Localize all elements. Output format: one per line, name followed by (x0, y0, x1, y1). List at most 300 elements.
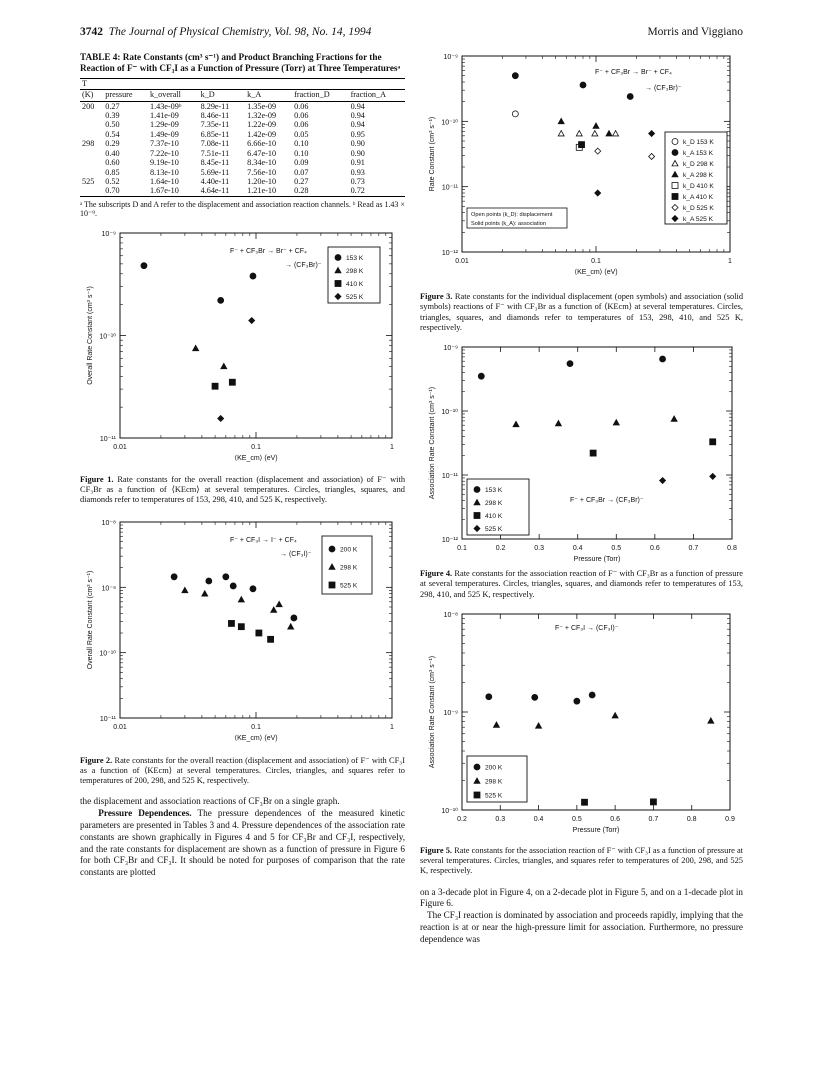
data-point (558, 131, 564, 136)
series-153-K (478, 356, 665, 379)
table-cell: 0.06 (294, 110, 309, 120)
table-cell: 7.22e-10 (149, 148, 179, 158)
data-point (649, 131, 655, 137)
data-point (595, 148, 601, 154)
x-tick-label: 0.3 (495, 815, 506, 823)
running-header-left (80, 26, 371, 38)
table-row (80, 139, 405, 148)
data-point (579, 142, 585, 148)
series-k_A-410-K (579, 142, 585, 148)
caption-label: Figure 5. (420, 845, 452, 855)
data-point (532, 694, 538, 700)
reaction-label: → (CF₃I)⁻ (280, 550, 312, 558)
table-cell (80, 120, 103, 129)
data-point (202, 590, 208, 595)
series-k_D-525-K (595, 148, 655, 159)
table-cell: 0.70 (105, 186, 120, 196)
table-cell: 1.41e-09 (149, 110, 179, 120)
y-tick-label: 10⁻¹¹ (99, 435, 116, 443)
data-point (238, 623, 244, 629)
col-header: k_A (245, 90, 292, 101)
legend-marker (329, 582, 335, 588)
data-point (576, 131, 582, 136)
legend-marker (672, 139, 678, 145)
data-point (593, 123, 599, 128)
table-cell: 6.47e-10 (247, 148, 277, 158)
data-point (268, 636, 274, 642)
figure-5-caption (420, 846, 743, 877)
table-cell: 8.46e-11 (200, 110, 230, 120)
reaction-label: F⁻ + CF₃I → (CF₃I)⁻ (555, 624, 619, 632)
y-tick-label: 10⁻¹¹ (441, 473, 458, 480)
series-525-K (660, 473, 716, 483)
data-point (276, 601, 282, 606)
figure-1-plot (80, 227, 405, 475)
col-header: k_overall (148, 90, 199, 101)
data-point (288, 623, 294, 628)
journal-name: The Journal of Physical Chemistry, Vol. 98, No. 14, 1994 (108, 26, 372, 38)
x-tick-label: 0.9 (725, 815, 735, 823)
series-k_A-153-K (512, 73, 633, 100)
legend-marker (474, 764, 480, 770)
data-point (582, 799, 588, 805)
table-cell: 1.22e-09 (247, 120, 277, 130)
table-cell: 525 (82, 176, 95, 186)
y-tick-label: 10⁻¹² (441, 250, 458, 257)
data-point (221, 363, 227, 368)
table-cell: 0.27 (294, 176, 309, 186)
data-point (478, 373, 484, 379)
paragraph-text: on a 3-decade plot in Figure 4, on a 2-decade plot in Figure 5, and on a 1-decade plot in Figure 6. (420, 886, 743, 909)
table-cell (80, 111, 103, 120)
x-tick-label: 0.8 (727, 545, 737, 552)
table-row (80, 111, 405, 120)
table-cell: 0.10 (294, 148, 309, 158)
section-heading: Pressure Dependences. (98, 808, 192, 819)
figure-4 (420, 341, 743, 569)
data-point (660, 356, 666, 362)
table-cell: 200 (82, 101, 95, 111)
table-cell: 0.94 (350, 110, 365, 120)
table-cell: 1.21e-10 (247, 186, 277, 196)
table-cell: 0.09 (294, 158, 309, 168)
data-point (590, 450, 596, 456)
data-point (193, 345, 199, 350)
series-k_A-525-K (595, 131, 655, 196)
y-tick-label: 10⁻⁹ (101, 585, 116, 593)
data-point (249, 317, 255, 323)
table-cell: 0.94 (350, 120, 365, 130)
figure-3-plot (420, 52, 743, 292)
left-column (80, 52, 405, 879)
data-point (238, 596, 244, 601)
x-tick-label: 0.8 (686, 815, 697, 823)
series-410-K (590, 439, 716, 456)
x-tick-label: 0.4 (572, 545, 583, 552)
table-cell (80, 149, 103, 158)
figure-1 (80, 227, 405, 475)
x-axis-label: ⟨KE_cm⟩ (eV) (234, 454, 278, 462)
right-column (420, 52, 743, 945)
y-axis-label: Association Rate Constant (cm³ s⁻¹) (429, 655, 436, 768)
legend-marker (335, 254, 341, 260)
caption-text: Rate constants for the overall reaction (displacement and association) of F⁻ with CF₃I as a function of ⟨KEcm⟩ at several temperatures. Circles, triangles, and squares refer to temperatures of 200, 298, and 525 K, respectively. (80, 755, 406, 786)
caption-text: Rate constants for the association reaction of F⁻ with CF₃Br as a function of pressure at several temperatures. Circles, triangles, squares, and diamonds refer to temperatures of 153, 298, 410, and 525 K, respectively. (420, 569, 743, 599)
table-cell: 1.43e-09ᵇ (149, 101, 182, 111)
legend-label: 153 K (485, 487, 503, 494)
caption-text: Rate constants for the overall reaction (displacement and association) of F⁻ with CF₃Br as a function of ⟨KEcm⟩ at several temperatures. Circles, triangles, squares, and diamonds refer to temperatures of 153, 298, 410, and 525 K, respectively. (80, 474, 406, 505)
col-T: T (80, 79, 103, 90)
caption-text: Rate constants for the individual displacement (open symbols) and association (solid symbols) reactions of F⁻ with CF₃Br as a function of ⟨KEcm⟩ at several temperatures. Circles, triangles, squares, and diamonds refer to temperatures of 153, 298, 410, and 525 K, respectively. (420, 292, 744, 332)
data-point (486, 694, 492, 700)
table-cell: 0.95 (350, 129, 365, 139)
legend-label: k_D 298 K (683, 161, 714, 168)
table-cell: 7.51e-11 (200, 148, 230, 158)
data-point (671, 416, 677, 421)
x-tick-label: 1 (390, 723, 394, 731)
x-axis-label: Pressure (Torr) (573, 556, 621, 563)
x-tick-label: 0.2 (457, 815, 467, 823)
table-cell: 6.66e-10 (247, 139, 277, 149)
legend-label: 525 K (340, 582, 358, 590)
series-410-K (212, 379, 235, 389)
table-cell (80, 168, 103, 177)
data-point (271, 607, 277, 612)
y-axis-label: Association Rate Constant (cm³ s⁻¹) (429, 386, 436, 500)
table-cell: 0.54 (105, 129, 120, 139)
table-cell: 0.72 (350, 186, 365, 196)
legend-label: 298 K (485, 778, 503, 786)
y-tick-label: 10⁻⁹ (443, 709, 458, 717)
figure-5 (420, 608, 743, 846)
data-point (574, 698, 580, 704)
data-point (212, 383, 218, 389)
note-label: Open points (k_D): displacement (471, 212, 553, 218)
legend-label: 200 K (485, 764, 503, 772)
figure-3-caption (420, 292, 743, 333)
x-tick-label: 0.1 (591, 258, 601, 265)
table-cell: 4.64e-11 (200, 186, 230, 196)
x-tick-label: 0.01 (113, 723, 127, 731)
legend-marker (474, 513, 480, 519)
data-point (229, 379, 235, 385)
table-cell: 0.50 (105, 120, 120, 130)
reaction-label: → (CF₃Br)⁻ (645, 85, 682, 92)
y-axis-label: Rate Constant (cm³ s⁻¹) (429, 116, 436, 192)
legend-marker (672, 150, 678, 156)
data-point (182, 587, 188, 592)
series-298-K (182, 587, 294, 629)
data-point (613, 420, 619, 425)
reaction-label: F⁻ + CF₃Br → (CF₃Br)⁻ (570, 497, 644, 504)
table-cell: 7.37e-10 (149, 139, 179, 149)
legend-marker (474, 487, 480, 493)
legend-label: k_D 153 K (683, 139, 714, 146)
table-cell: 0.40 (105, 148, 120, 158)
y-tick-label: 10⁻¹⁰ (441, 409, 458, 416)
data-point (606, 131, 612, 136)
table-row (80, 101, 405, 111)
series-525-K (228, 620, 273, 642)
rate-table (80, 78, 405, 197)
legend-label: 525 K (485, 792, 503, 800)
x-tick-label: 0.2 (495, 545, 506, 552)
series-298-K (513, 416, 677, 427)
x-tick-label: 0.7 (688, 545, 699, 552)
data-point (206, 578, 212, 584)
data-point (558, 118, 564, 123)
table-cell: 0.10 (294, 139, 309, 149)
legend-label: k_A 525 K (683, 216, 714, 223)
table-cell: 0.60 (105, 158, 120, 168)
table-cell: 0.73 (350, 176, 365, 186)
y-tick-label: 10⁻⁸ (443, 611, 458, 619)
series-200-K (171, 574, 297, 621)
table-cell: 1.32e-09 (247, 110, 277, 120)
x-tick-label: 0.1 (251, 723, 261, 731)
data-point (512, 111, 518, 117)
x-tick-label: 0.6 (649, 545, 660, 552)
table-cell: 5.69e-11 (200, 167, 230, 177)
legend-marker (335, 280, 341, 286)
data-point (710, 439, 716, 445)
data-point (650, 799, 656, 805)
legend-label: 298 K (485, 500, 503, 507)
table-cell: 1.20e-10 (247, 176, 277, 186)
legend-label: 410 K (485, 513, 503, 520)
series-525-K (582, 799, 657, 805)
data-point (256, 630, 262, 636)
table-row (80, 130, 405, 139)
legend-label: k_D 410 K (683, 183, 714, 190)
data-point (493, 722, 499, 727)
caption-label: Figure 2. (80, 755, 113, 765)
table-cell: 0.27 (105, 101, 120, 111)
legend-label: k_A 410 K (683, 194, 714, 201)
data-point (580, 82, 586, 88)
x-tick-label: 0.1 (251, 443, 261, 451)
data-point (250, 586, 256, 592)
col-header: fraction_A (349, 90, 405, 101)
caption-label: Figure 4. (420, 569, 453, 578)
table-cell: 7.35e-11 (200, 120, 230, 130)
running-header-authors: Morris and Viggiano (647, 26, 743, 38)
table-row (80, 158, 405, 167)
data-point (512, 73, 518, 79)
table-title: TABLE 4: Rate Constants (cm³ s⁻¹) and Product Branching Fractions for the Reaction of F⁻ with CF₃I as a Function of Pressure (Torr) at Three Temperaturesᵃ (80, 52, 401, 74)
table-cell: 7.08e-11 (200, 139, 230, 149)
figure-2-caption (80, 756, 405, 787)
y-axis-label: Overall Rate Constant (cm³ s⁻¹) (87, 286, 94, 385)
x-tick-label: 0.3 (534, 545, 545, 552)
caption-text: Rate constants for the association reaction of F⁻ with CF₃I as a function of pressure at several temperatures. Circles, triangles, and squares refer to temperatures of 200, 298, and 525 K, respectively. (420, 845, 744, 876)
table-cell: 1.42e-09 (247, 129, 277, 139)
series-k_D-153-K (512, 111, 518, 117)
y-tick-label: 10⁻⁸ (101, 519, 116, 527)
table-cell: 0.06 (294, 101, 309, 111)
data-point (613, 131, 619, 136)
legend-label: 298 K (346, 267, 364, 275)
caption-label: Figure 3. (420, 292, 453, 301)
table-cell: 0.85 (105, 167, 120, 177)
body-paragraph-left (80, 796, 405, 878)
legend-label: 200 K (340, 546, 358, 554)
table-cell: 1.49e-09 (149, 129, 179, 139)
paragraph-text: The pressure dependences of the measured kinetic parameters are presented in Tables 3 and 4. Pressure dependences of the association rate constants are shown graphically in Figures 4 and 5 for CF₃Br and CF₃I, respectively, and the rate constants for displacement are shown as a function of pressure in Figure 6 for both CF₃Br and CF₃I. It should be noted for purposes of comparison that the rate constants are plotted (80, 808, 406, 878)
x-tick-label: 0.4 (533, 815, 544, 823)
data-point (223, 574, 229, 580)
legend-marker (474, 792, 480, 798)
table-cell: 8.29e-11 (200, 101, 230, 111)
table-header-row (80, 79, 405, 90)
table-cell (80, 158, 103, 167)
table-cell: 6.85e-11 (200, 129, 230, 139)
table-row (80, 186, 405, 196)
data-point (589, 692, 595, 698)
x-tick-label: 1 (390, 443, 394, 451)
table-cell: 0.52 (105, 176, 120, 186)
y-tick-label: 10⁻⁹ (443, 54, 458, 61)
col-header: k_D (199, 90, 246, 101)
table-cell: 4.40e-11 (200, 176, 230, 186)
legend-label: k_A 298 K (683, 172, 714, 179)
data-point (218, 297, 224, 303)
note-label: Solid points (k_A): association (471, 221, 546, 227)
col-header: pressure (103, 90, 148, 101)
figure-1-caption (80, 475, 405, 506)
table-cell (80, 186, 103, 196)
x-tick-label: 0.6 (610, 815, 621, 823)
y-tick-label: 10⁻¹⁰ (441, 119, 458, 127)
table-cell: 0.90 (350, 139, 365, 149)
table-cell: 1.64e-10 (149, 176, 179, 186)
y-tick-label: 10⁻¹¹ (99, 715, 116, 723)
series-200-K (486, 692, 595, 704)
body-paragraph-right (420, 887, 743, 946)
table-footnote: ᵃ The subscripts D and A refer to the displacement and association reaction channels. ᵇ Read as 1.43 × 10⁻⁹. (80, 199, 405, 219)
figure-4-plot (420, 341, 743, 569)
data-point (228, 620, 234, 626)
series-298-K (493, 712, 713, 728)
data-point (291, 615, 297, 621)
legend-marker (329, 546, 335, 552)
reaction-label: F⁻ + CF₃Br → Br⁻ + CF₄ (595, 69, 672, 76)
table-cell: 0.06 (294, 120, 309, 130)
table-cell: 0.28 (294, 186, 309, 196)
table-cell: 9.19e-10 (149, 158, 179, 168)
data-point (555, 420, 561, 425)
page-number: 3742 (80, 26, 103, 38)
x-tick-label: 0.01 (113, 443, 127, 451)
table-cell: 8.45e-11 (200, 158, 230, 168)
table-cell: 0.05 (294, 129, 309, 139)
series-k_A-298-K (558, 118, 612, 136)
table-header-row (80, 90, 405, 101)
col-K: (K) (80, 90, 103, 101)
legend-label: 525 K (485, 526, 503, 533)
legend-label: 298 K (340, 564, 358, 572)
x-tick-label: 0.5 (571, 815, 582, 823)
data-point (708, 718, 714, 723)
data-point (171, 574, 177, 580)
y-tick-label: 10⁻¹⁰ (441, 807, 458, 815)
table-row (80, 177, 405, 186)
data-point (592, 131, 598, 136)
data-point (250, 273, 256, 279)
col-header: fraction_D (292, 90, 348, 101)
reaction-label: F⁻ + CF₃I → I⁻ + CF₄ (230, 536, 297, 544)
figure-3 (420, 52, 743, 292)
series-525-K (218, 317, 255, 421)
y-axis-label: Overall Rate Constant (cm³ s⁻¹) (87, 570, 94, 670)
data-point (660, 478, 666, 484)
legend-label: 153 K (346, 254, 364, 262)
table-cell: 1.29e-09 (149, 120, 179, 130)
paragraph-text: the displacement and association reactions of CF₃Br on a single graph. (80, 796, 340, 807)
legend-label: k_A 153 K (683, 150, 714, 157)
data-point (595, 190, 601, 196)
table-cell: 1.67e-10 (149, 186, 179, 196)
x-tick-label: 1 (728, 258, 732, 265)
data-point (649, 153, 655, 159)
legend-marker (672, 183, 678, 189)
legend-label: 525 K (346, 293, 364, 301)
legend-marker (672, 194, 678, 200)
legend-label: k_D 525 K (683, 205, 714, 212)
paragraph-text: The CF₃I reaction is dominated by association and proceeds rapidly, implying that the reaction is at or near the high-pressure limit for association. Furthermore, no pressure dependence was (420, 910, 744, 944)
table-cell: 0.07 (294, 167, 309, 177)
reaction-label: → (CF₃Br)⁻ (285, 261, 322, 269)
figure-5-plot (420, 608, 743, 846)
data-point (513, 421, 519, 426)
table-cell: 0.93 (350, 167, 365, 177)
table-cell: 298 (82, 139, 95, 149)
series-298-K (193, 345, 227, 368)
x-tick-label: 0.1 (457, 545, 467, 552)
table-cell: 0.29 (105, 139, 120, 149)
data-point (536, 723, 542, 728)
table-cell: 8.13e-10 (149, 167, 179, 177)
y-tick-label: 10⁻¹¹ (441, 184, 458, 192)
y-tick-label: 10⁻¹⁰ (99, 650, 116, 658)
table-cell: 8.34e-10 (247, 158, 277, 168)
x-tick-label: 0.5 (611, 545, 622, 552)
table-cell: 0.94 (350, 101, 365, 111)
data-point (710, 473, 716, 479)
series-153-K (141, 263, 256, 304)
x-axis-label: Pressure (Torr) (572, 826, 620, 834)
figure-4-caption (420, 569, 743, 600)
x-tick-label: 0.01 (455, 258, 469, 265)
table-body (80, 101, 405, 196)
data-point (141, 263, 147, 269)
y-tick-label: 10⁻⁹ (443, 345, 458, 352)
table-row (80, 168, 405, 177)
figure-2-plot (80, 516, 405, 756)
table-cell: 7.56e-10 (247, 167, 277, 177)
table-row (80, 120, 405, 129)
data-point (567, 361, 573, 367)
figure-2 (80, 516, 405, 756)
x-tick-label: 0.7 (648, 815, 659, 823)
y-tick-label: 10⁻¹² (441, 537, 458, 544)
reaction-label: F⁻ + CF₃Br → Br⁻ + CF₄ (230, 247, 307, 255)
table-cell: 0.90 (350, 148, 365, 158)
y-tick-label: 10⁻⁹ (101, 230, 116, 238)
data-point (230, 583, 236, 589)
data-point (627, 93, 633, 99)
x-axis-label: ⟨KE_cm⟩ (eV) (574, 269, 618, 276)
